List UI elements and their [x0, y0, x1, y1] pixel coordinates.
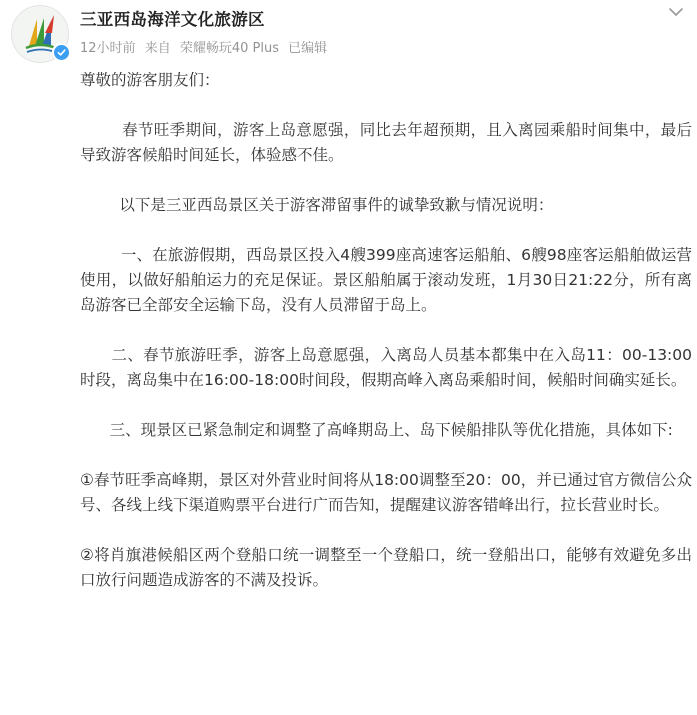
measure-two-paragraph: ②将肖旗港候船区两个登船口统一调整至一个登船口，统一登船出口，能够有效避免多出口放行问题造成游客的不满及投诉。	[80, 546, 692, 589]
author-name[interactable]: 三亚西岛海洋文化旅游区	[80, 10, 265, 29]
more-options-button[interactable]	[666, 4, 686, 20]
edited-label[interactable]: 已编辑	[288, 41, 328, 56]
post-time[interactable]: 12小时前	[80, 41, 136, 56]
post-content	[80, 68, 692, 593]
post-meta	[80, 37, 332, 56]
measure-one-paragraph: ①春节旺季高峰期，景区对外营业时间将从18:00调整至20：00，并已通过官方微信公众号、各线上线下渠道购票平台进行广而告知，提醒建议游客错峰出行，拉长营业时长。	[80, 471, 692, 514]
point-two-paragraph: 二、春节旅游旺季，游客上岛意愿强，入离岛人员基本都集中在入岛11：00-13:00时段，离岛集中在16:00-18:00时间段，假期高峰入离岛乘船时间，候船时间确实延长。	[80, 346, 692, 389]
source-device[interactable]: 荣耀畅玩40 Plus	[179, 41, 279, 56]
intro-paragraph: 春节旺季期间，游客上岛意愿强，同比去年超预期，且入离园乘船时间集中，最后导致游客候船时间延长，体验感不佳。	[80, 121, 692, 164]
source-prefix: 来自	[144, 41, 171, 56]
avatar[interactable]	[11, 5, 69, 63]
point-three-paragraph: 三、现景区已紧急制定和调整了高峰期岛上、岛下候船排队等优化措施，具体如下:	[80, 421, 673, 439]
point-one-paragraph: 一、在旅游假期，西岛景区投入4艘399座高速客运船舶、6艘98座客运船舶做运营使用，以做好船舶运力的充足保证。景区船舶属于滚动发班，1月30日21:22分，所有离岛游客已全部安全运输下岛，没有人员滞留于岛上。	[80, 246, 692, 314]
statement-paragraph: 以下是三亚西岛景区关于游客滞留事件的诚挚致歉与情况说明：	[80, 196, 554, 214]
verified-badge-icon	[52, 43, 70, 61]
greeting-paragraph: 尊敬的游客朋友们：	[80, 71, 220, 89]
chevron-down-icon	[669, 8, 683, 17]
